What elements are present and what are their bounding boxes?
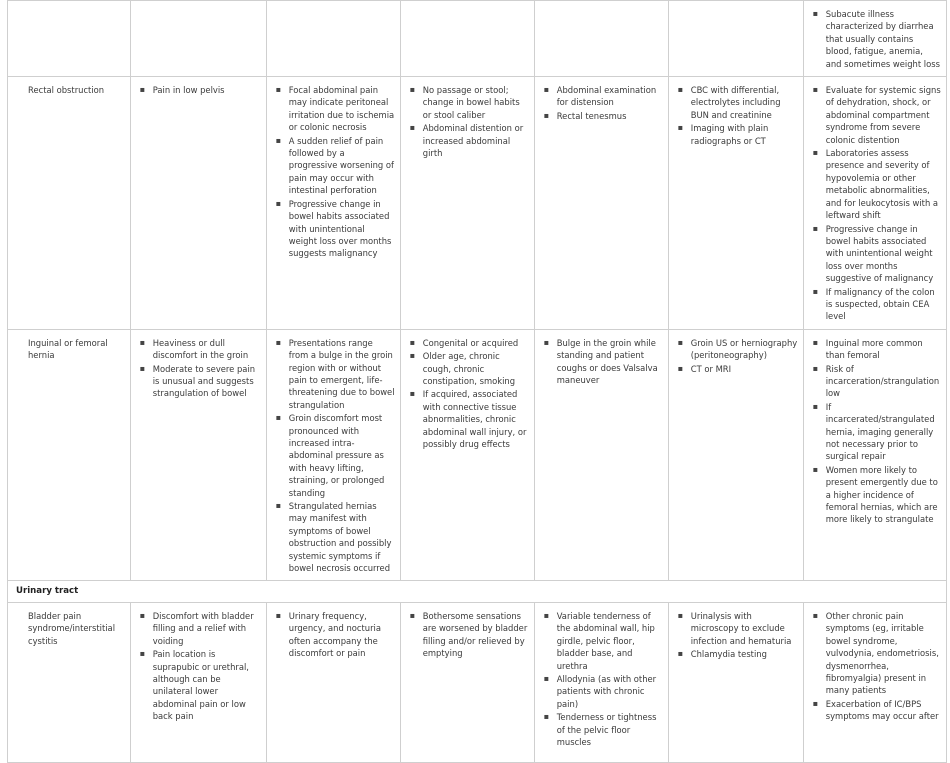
list-item: ▪ Progressive change in bowel habits associated with unintentional weight loss over months suggestive of malignancy <box>812 223 941 285</box>
list-item: ▪ If acquired, associated with connective tissue abnormalities, chronic abdominal wall injury, or possibly drug effects <box>409 388 529 450</box>
list-item: ▪ Focal abdominal pain may indicate peritoneal irritation due to ischemia or colonic necrosis <box>275 84 395 134</box>
differential-diagnosis-table <box>7 0 947 763</box>
detail-cell <box>668 329 803 581</box>
list-item: ▪ Evaluate for systemic signs of dehydration, shock, or abdominal compartment syndrome from severe colonic distention <box>812 84 941 146</box>
condition-cell: Rectal obstruction <box>8 77 131 330</box>
table-row <box>8 602 947 762</box>
bullet-list <box>812 610 941 723</box>
list-item: ▪ No passage or stool; change in bowel habits or stool caliber <box>409 84 529 121</box>
detail-cell <box>266 602 400 762</box>
list-item: ▪ Discomfort with bladder filling and a relief with voiding <box>139 610 261 647</box>
list-item: ▪ Subacute illness characterized by diarrhea that usually contains blood, fatigue, anemia, and sometimes weight loss <box>812 8 941 70</box>
detail-cell <box>803 329 946 581</box>
detail-cell <box>668 77 803 330</box>
list-item: ▪ Older age, chronic cough, chronic constipation, smoking <box>409 350 529 387</box>
detail-cell <box>534 77 668 330</box>
list-item: ▪ Urinalysis with microscopy to exclude infection and hematuria <box>677 610 798 647</box>
list-item: ▪ Abdominal distention or increased abdominal girth <box>409 122 529 159</box>
list-item: ▪ Strangulated hernias may manifest with symptoms of bowel obstruction and possibly systemic symptoms if bowel necrosis occurred <box>275 500 395 574</box>
list-item: ▪ If incarcerated/strangulated hernia, imaging generally not necessary prior to surgical repair <box>812 401 941 463</box>
list-item: ▪ Imaging with plain radiographs or CT <box>677 122 798 147</box>
list-item: ▪ If malignancy of the colon is suspected, obtain CEA level <box>812 286 941 323</box>
bullet-list <box>812 337 941 526</box>
bullet-list <box>677 84 798 147</box>
bullet-list <box>139 337 261 400</box>
condition-cell <box>8 1 131 77</box>
detail-cell <box>266 77 400 330</box>
section-heading: Urinary tract <box>8 581 947 602</box>
bullet-list <box>543 84 663 122</box>
bullet-list <box>677 337 798 375</box>
list-item: ▪ Variable tenderness of the abdominal wall, hip girdle, pelvic floor, bladder base, and urethra <box>543 610 663 672</box>
detail-cell <box>803 1 946 77</box>
detail-cell <box>130 77 266 330</box>
detail-cell <box>266 329 400 581</box>
list-item: ▪ Heaviness or dull discomfort in the groin <box>139 337 261 362</box>
condition-cell: Bladder pain syndrome/interstitial cystitis <box>8 602 131 762</box>
detail-cell <box>400 1 534 77</box>
bullet-list <box>543 337 663 387</box>
detail-cell <box>130 602 266 762</box>
list-item: ▪ CBC with differential, electrolytes including BUN and creatinine <box>677 84 798 121</box>
detail-cell <box>400 77 534 330</box>
list-item: ▪ Women more likely to present emergently due to a higher incidence of femoral hernias, which are more likely to strangulate <box>812 464 941 526</box>
list-item: ▪ Congenital or acquired <box>409 337 529 349</box>
bullet-list <box>275 610 395 660</box>
list-item: ▪ Tenderness or tightness of the pelvic floor muscles <box>543 711 663 748</box>
table-row <box>8 1 947 77</box>
list-item: ▪ Progressive change in bowel habits associated with unintentional weight loss over months suggests malignancy <box>275 198 395 260</box>
list-item: ▪ Inguinal more common than femoral <box>812 337 941 362</box>
list-item: ▪ Urinary frequency, urgency, and nocturia often accompany the discomfort or pain <box>275 610 395 660</box>
bullet-list <box>812 84 941 323</box>
list-item: ▪ Pain location is suprapubic or urethral, although can be unilateral lower abdominal pain or low back pain <box>139 648 261 722</box>
detail-cell <box>534 1 668 77</box>
list-item: ▪ Bothersome sensations are worsened by bladder filling and/or relieved by emptying <box>409 610 529 660</box>
list-item: ▪ Abdominal examination for distension <box>543 84 663 109</box>
bullet-list <box>812 8 941 70</box>
bullet-list <box>677 610 798 661</box>
list-item: ▪ Pain in low pelvis <box>139 84 261 96</box>
detail-cell <box>266 1 400 77</box>
condition-cell: Inguinal or femoral hernia <box>8 329 131 581</box>
bullet-list <box>409 84 529 159</box>
detail-cell <box>668 1 803 77</box>
bullet-list <box>139 610 261 723</box>
detail-cell <box>803 602 946 762</box>
list-item: ▪ Presentations range from a bulge in the groin region with or without pain to emergent, life-threatening due to bowel strangulation <box>275 337 395 411</box>
list-item: ▪ Groin discomfort most pronounced with increased intra-abdominal pressure as with heavy lifting, straining, or prolonged standing <box>275 412 395 499</box>
detail-cell <box>534 329 668 581</box>
detail-cell <box>534 602 668 762</box>
bullet-list <box>409 337 529 451</box>
list-item: ▪ Exacerbation of IC/BPS symptoms may occur after <box>812 698 941 723</box>
section-row <box>8 581 947 602</box>
list-item: ▪ Chlamydia testing <box>677 648 798 660</box>
table-row <box>8 329 947 581</box>
bullet-list <box>275 337 395 575</box>
table-body <box>8 1 947 763</box>
detail-cell <box>400 602 534 762</box>
list-item: ▪ Bulge in the groin while standing and patient coughs or does Valsalva maneuver <box>543 337 663 387</box>
detail-cell <box>803 77 946 330</box>
list-item: ▪ CT or MRI <box>677 363 798 375</box>
list-item: ▪ Moderate to severe pain is unusual and suggests strangulation of bowel <box>139 363 261 400</box>
bullet-list <box>139 84 261 96</box>
detail-cell <box>130 1 266 77</box>
list-item: ▪ Other chronic pain symptoms (eg, irritable bowel syndrome, vulvodynia, endometriosis, dysmenorrhea, fibromyalgia) present in many patients <box>812 610 941 697</box>
list-item: ▪ Groin US or herniography (peritoneography) <box>677 337 798 362</box>
detail-cell <box>668 602 803 762</box>
list-item: ▪ Allodynia (as with other patients with chronic pain) <box>543 673 663 710</box>
bullet-list <box>543 610 663 748</box>
bullet-list <box>275 84 395 260</box>
list-item: ▪ Laboratories assess presence and severity of hypovolemia or other metabolic abnormalities, and for leukocytosis with a leftward shift <box>812 147 941 221</box>
list-item: ▪ A sudden relief of pain followed by a progressive worsening of pain may occur with intestinal perforation <box>275 135 395 197</box>
detail-cell <box>130 329 266 581</box>
bullet-list <box>409 610 529 660</box>
list-item: ▪ Rectal tenesmus <box>543 110 663 122</box>
detail-cell <box>400 329 534 581</box>
table-row <box>8 77 947 330</box>
list-item: ▪ Risk of incarceration/strangulation low <box>812 363 941 400</box>
